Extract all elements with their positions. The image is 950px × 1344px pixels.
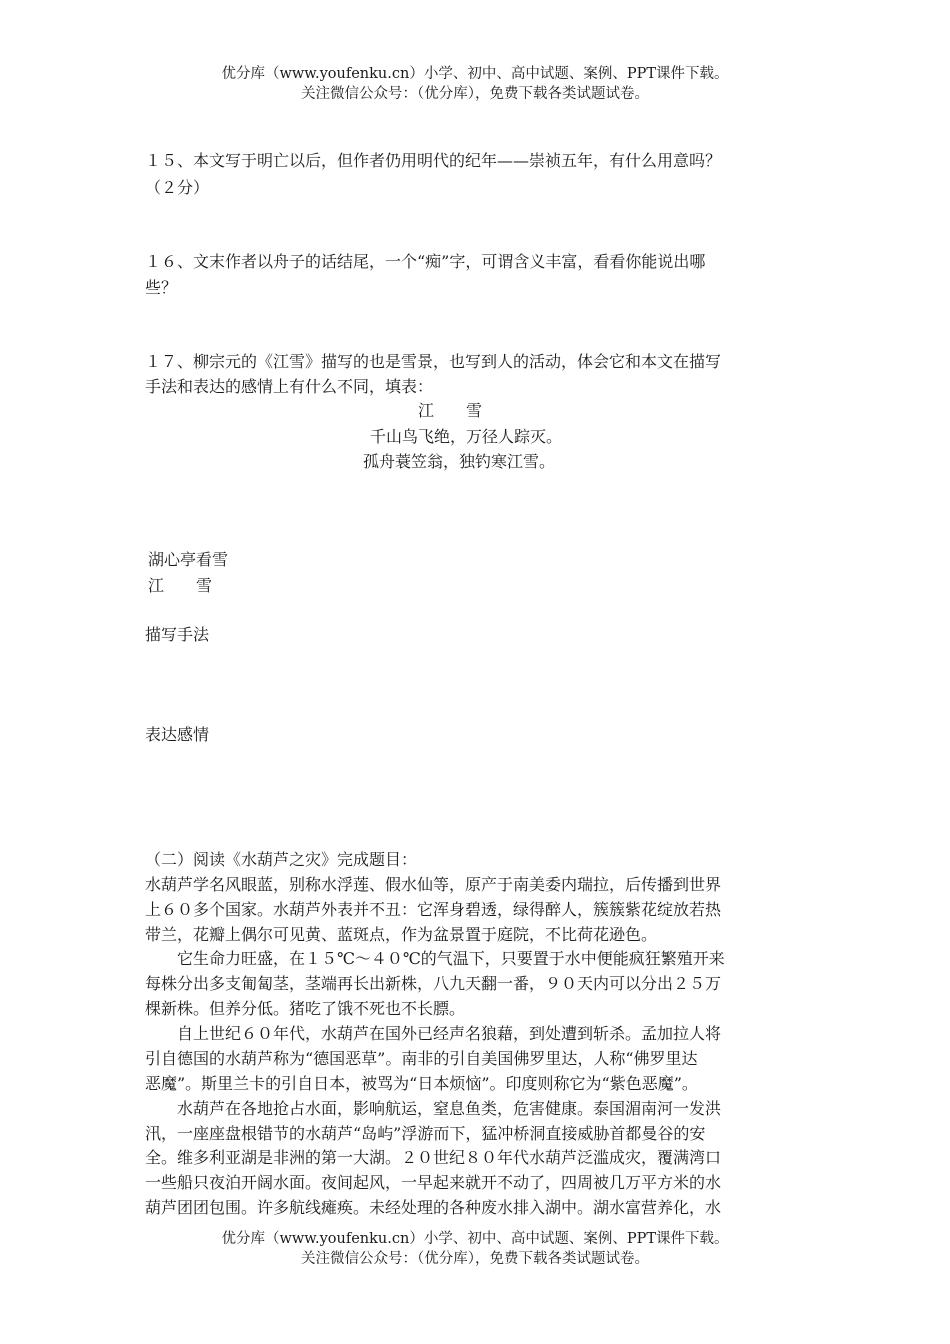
table-row-label-emotion: 表达感情 bbox=[145, 725, 210, 744]
header-line-1: 优分库（www.youfenku.cn）小学、初中、高中试题、案例、PPT课件下载。 bbox=[221, 66, 729, 82]
section-2-text-line: 一些船只夜泊开阔水面。夜间起风，一早起来就开不动了，四周被几万平方米的水 bbox=[145, 1173, 722, 1192]
question-16-line-2: 些？ bbox=[145, 278, 178, 297]
section-2-text-line: 每株分出多支匍匐茎，茎端再长出新株，八九天翻一番，９０天内可以分出２５万 bbox=[145, 974, 722, 993]
section-2-text-line: 汛，一座座盘根错节的水葫芦“岛屿”浮游而下，猛冲桥洞直接威胁首都曼谷的安 bbox=[145, 1124, 706, 1143]
section-2-text-line: 恶魔”。斯里兰卡的引自日本，被骂为“日本烦恼”。印度则称它为“紫色恶魔”。 bbox=[145, 1074, 698, 1093]
question-17-line-2: 手法和表达的感情上有什么不同，填表： bbox=[145, 377, 434, 396]
section-2-text-line: 棵新株。但养分低。猪吃了饿不死也不长膘。 bbox=[145, 999, 466, 1018]
header-line-2: 关注微信公众号：（优分库），免费下载各类试题试卷。 bbox=[301, 86, 649, 102]
section-2-text-line: 引自德国的水葫芦称为“德国恶草”。南非的引自美国佛罗里达，人称“佛罗里达 bbox=[145, 1049, 698, 1068]
footer-line-1: 优分库（www.youfenku.cn）小学、初中、高中试题、案例、PPT课件下载。 bbox=[221, 1231, 729, 1247]
section-2-text-line: 水葫芦学名风眼蓝，别称水浮莲、假水仙等，原产于南美委内瑞拉，后传播到世界 bbox=[145, 875, 722, 894]
section-2-text-line: 全。维多利亚湖是非洲的第一大湖。２０世纪８０年代水葫芦泛滥成灾，覆满湾口 bbox=[145, 1148, 722, 1167]
poem-title: 江 雪 bbox=[418, 401, 483, 420]
table-row-label-method: 描写手法 bbox=[145, 625, 210, 644]
question-16-line-1: １６、文末作者以舟子的话结尾，一个“痴”字，可谓含义丰富，看看你能说出哪 bbox=[145, 252, 706, 271]
poem-line-2: 孤舟蓑笠翁，独钓寒江雪。 bbox=[363, 452, 556, 471]
section-2-text-line: 水葫芦在各地抢占水面，影响航运，窒息鱼类，危害健康。泰国湄南河一发洪 bbox=[145, 1099, 722, 1118]
footer-line-2: 关注微信公众号：（优分库），免费下载各类试题试卷。 bbox=[301, 1251, 649, 1267]
section-2-text-line: 带兰，花瓣上偶尔可见黄、蓝斑点，作为盆景置于庭院，不比荷花逊色。 bbox=[145, 925, 658, 944]
section-2-text-line: 自上世纪６０年代，水葫芦在国外已经声名狼藉，到处遭到斩杀。孟加拉人将 bbox=[145, 1024, 722, 1043]
poem-line-1: 千山鸟飞绝，万径人踪灭。 bbox=[370, 427, 563, 446]
table-header-col-1: 湖心亭看雪 bbox=[148, 550, 229, 569]
section-2-text-line: 葫芦团团包围。许多航线瘫痪。未经处理的各种废水排入湖中。湖水富营养化，水 bbox=[145, 1198, 722, 1217]
question-17-line-1: １７、柳宗元的《江雪》描写的也是雪景，也写到人的活动，体会它和本文在描写 bbox=[145, 352, 722, 371]
question-15-line-1: １５、本文写于明亡以后，但作者仍用明代的纪年——崇祯五年，有什么用意吗？ bbox=[145, 151, 722, 170]
question-15-line-2: （２分） bbox=[145, 178, 210, 197]
section-2-text-line: 上６０多个国家。水葫芦外表并不丑：它浑身碧透，绿得醉人，簇簇紫花绽放若热 bbox=[145, 900, 722, 919]
section-2-text-line: 它生命力旺盛，在１５℃～４０℃的气温下，只要置于水中便能疯狂繁殖开来 bbox=[145, 949, 725, 968]
section-2-title: （二）阅读《水葫芦之灾》完成题目： bbox=[145, 850, 418, 869]
table-header-col-2: 江 雪 bbox=[148, 576, 213, 595]
